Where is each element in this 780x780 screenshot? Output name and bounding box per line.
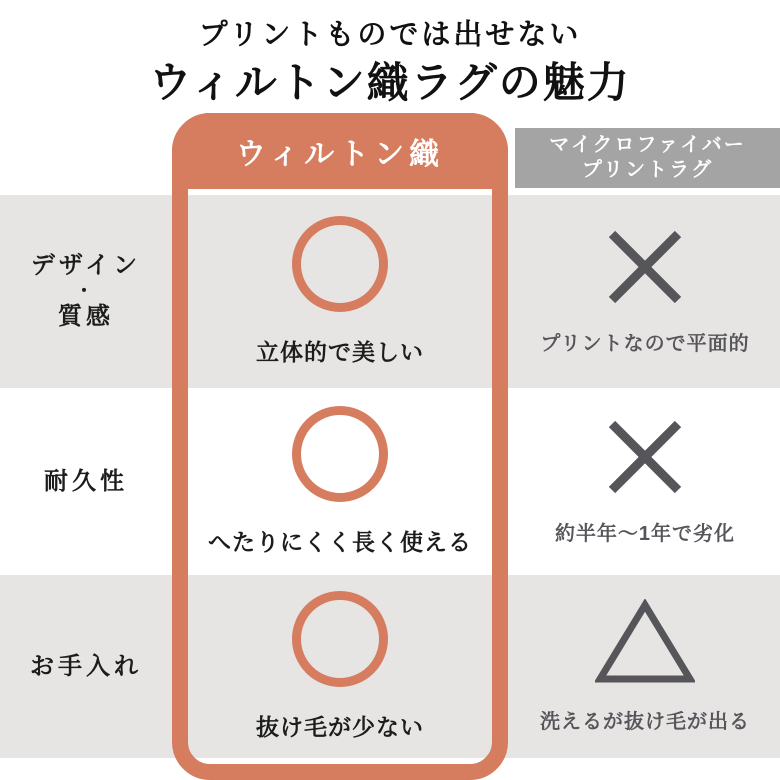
microfiber-cell-design — [510, 195, 780, 388]
wilton-column-label: ウィルトン織 — [235, 138, 445, 171]
wilton-cell-durability — [188, 388, 492, 575]
circle-rating-icon — [292, 216, 388, 312]
wilton-column-header — [172, 113, 508, 189]
microfiber-column-label-line1: マイクロファイバー — [549, 134, 746, 156]
category-cell-care — [0, 575, 172, 758]
microfiber-note-durability: 約半年～1年で劣化 — [554, 523, 736, 545]
circle-rating-icon — [292, 406, 388, 502]
page-title: ウィルトン織ラグの魅力 — [149, 59, 631, 106]
wilton-note-design: 立体的で美しい — [256, 339, 424, 365]
wilton-cell-design — [188, 195, 492, 388]
triangle-rating-icon — [595, 599, 695, 685]
microfiber-cell-care — [510, 575, 780, 758]
microfiber-cell-durability — [510, 388, 780, 575]
microfiber-note-design: プリントなので平面的 — [540, 333, 750, 355]
microfiber-note-care: 洗えるが抜け毛が出る — [540, 711, 750, 733]
cross-rating-icon — [605, 227, 685, 307]
category-label-design: デザイン ・ 質感 — [30, 252, 142, 331]
category-label-durability: 耐久性 — [44, 467, 128, 495]
category-cell-design — [0, 195, 172, 388]
wilton-note-durability: へたりにくく長く使える — [208, 529, 472, 555]
circle-rating-icon — [292, 591, 388, 687]
microfiber-column-label-line2: プリントラグ — [581, 159, 714, 181]
category-label-care: お手入れ — [30, 652, 142, 680]
page-subtitle: プリントものでは出せない — [198, 19, 582, 51]
wilton-note-care: 抜け毛が少ない — [256, 714, 424, 740]
category-cell-durability — [0, 388, 172, 575]
microfiber-column-header — [515, 128, 780, 188]
wilton-cell-care — [188, 575, 492, 758]
cross-rating-icon — [605, 417, 685, 497]
